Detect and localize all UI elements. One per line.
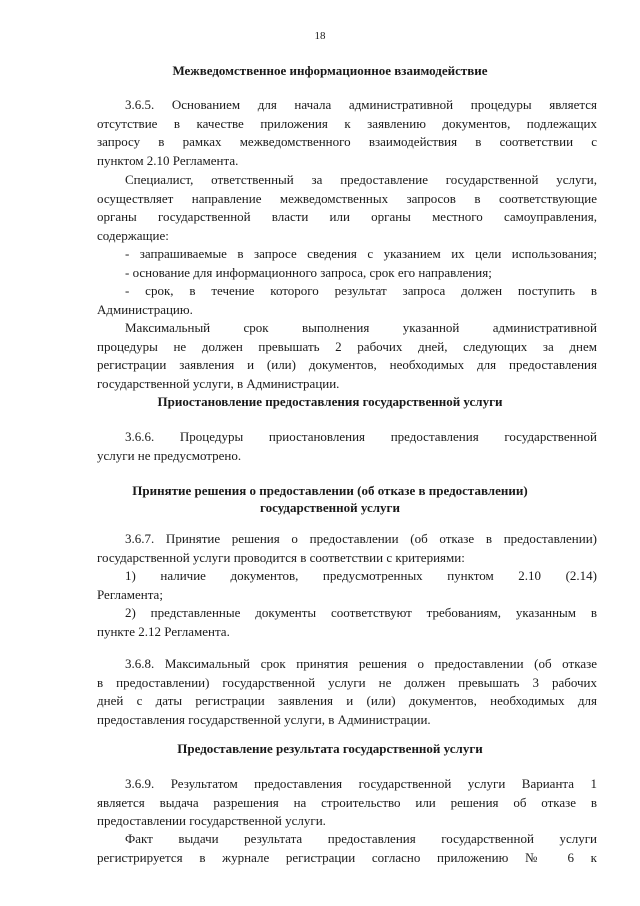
text-line: регистрации заявления и (или) документов, необходимых для предоставления bbox=[97, 357, 597, 372]
text-line: дней с даты регистрации заявления и (или) документов, необходимых для bbox=[97, 693, 597, 708]
text-line: содержащие: bbox=[97, 227, 169, 243]
text-line: пунктом 2.10 Регламента. bbox=[97, 152, 239, 168]
text-line: Факт выдачи результата предоставления государственной услуги bbox=[125, 831, 597, 846]
text-line: Максимальный срок выполнения указанной административной bbox=[125, 320, 597, 335]
text-line: государственной услуги проводится в соответствии с критериями: bbox=[97, 549, 465, 565]
paragraph-3-6-6 bbox=[97, 428, 597, 465]
text-line: в предоставлении) государственной услуги не должен превышать 3 рабочих bbox=[97, 674, 597, 690]
heading-result: Предоставление результата государственной услуги bbox=[177, 741, 483, 756]
paragraph-fact bbox=[97, 830, 597, 867]
heading-interagency: Межведомственное информационное взаимодействие bbox=[172, 63, 488, 78]
paragraph-specialist bbox=[97, 171, 597, 245]
list-item: - основание для информационного запроса, срок его направления; bbox=[125, 264, 492, 280]
text-line: услуги не предусмотрено. bbox=[97, 447, 242, 463]
heading-suspension: Приостановление предоставления государственной услуги bbox=[157, 394, 503, 409]
text-line: 3.6.9. Результатом предоставления государственной услуги Варианта 1 bbox=[125, 776, 597, 791]
paragraph-3-6-5 bbox=[97, 96, 597, 170]
heading-line: Принятие решения о предоставлении (об отказе в предоставлении) bbox=[132, 483, 528, 498]
text-line: осуществляет направление межведомственных запросов в соответствующие bbox=[97, 190, 597, 206]
text-line: процедуры не должен превышать 2 рабочих дней, следующих за днем bbox=[97, 338, 597, 354]
paragraph-3-6-9 bbox=[97, 775, 597, 831]
text-line: является выдача разрешения на строительство или решения об отказе в bbox=[97, 794, 597, 810]
text-line: отсутствие в качестве приложения к заявлению документов, подлежащих bbox=[97, 115, 597, 131]
text-line: запросу в рамках межведомственного взаимодействия в соответствии с bbox=[97, 134, 597, 149]
text-line: 3.6.8. Максимальный срок принятия решения о предоставлении (об отказе bbox=[125, 656, 597, 671]
list-item: - запрашиваемые в запросе сведения с указанием их цели использования; bbox=[125, 246, 597, 261]
text-line: государственной услуги, в Администрации. bbox=[97, 375, 340, 391]
criteria-item: 2) представленные документы соответствуют требованиям, указанным в bbox=[125, 605, 597, 620]
text-line: регистрируется в журнале регистрации согласно приложению № 6 к bbox=[97, 849, 597, 865]
text-line: Регламента; bbox=[97, 586, 163, 602]
paragraph-max-term bbox=[97, 319, 597, 393]
text-line: 3.6.7. Принятие решения о предоставлении (об отказе в предоставлении) bbox=[125, 531, 597, 546]
text-line: Администрацию. bbox=[97, 301, 193, 317]
text-line: пункте 2.12 Регламента. bbox=[97, 623, 230, 639]
text-line: органы государственной власти или органы местного самоуправления, bbox=[97, 209, 597, 224]
criteria-item: 1) наличие документов, предусмотренных пунктом 2.10 (2.14) bbox=[125, 568, 597, 583]
paragraph-3-6-8 bbox=[97, 655, 597, 729]
paragraph-3-6-7 bbox=[97, 530, 597, 641]
text-line: предоставления государственной услуги, в Администрации. bbox=[97, 711, 431, 727]
heading-line: государственной услуги bbox=[260, 500, 400, 515]
text-line: 3.6.6. Процедуры приостановления предоставления государственной bbox=[125, 429, 597, 444]
list-item: - срок, в течение которого результат запроса должен поступить в bbox=[125, 283, 597, 298]
heading-decision bbox=[60, 482, 600, 516]
page-number: 18 bbox=[314, 30, 326, 42]
text-line: предоставлении государственной услуги. bbox=[97, 813, 326, 828]
text-line: 3.6.5. Основанием для начала административной процедуры является bbox=[125, 97, 597, 112]
text-line: Специалист, ответственный за предоставление государственной услуги, bbox=[125, 172, 597, 187]
request-contents-list bbox=[97, 245, 597, 319]
